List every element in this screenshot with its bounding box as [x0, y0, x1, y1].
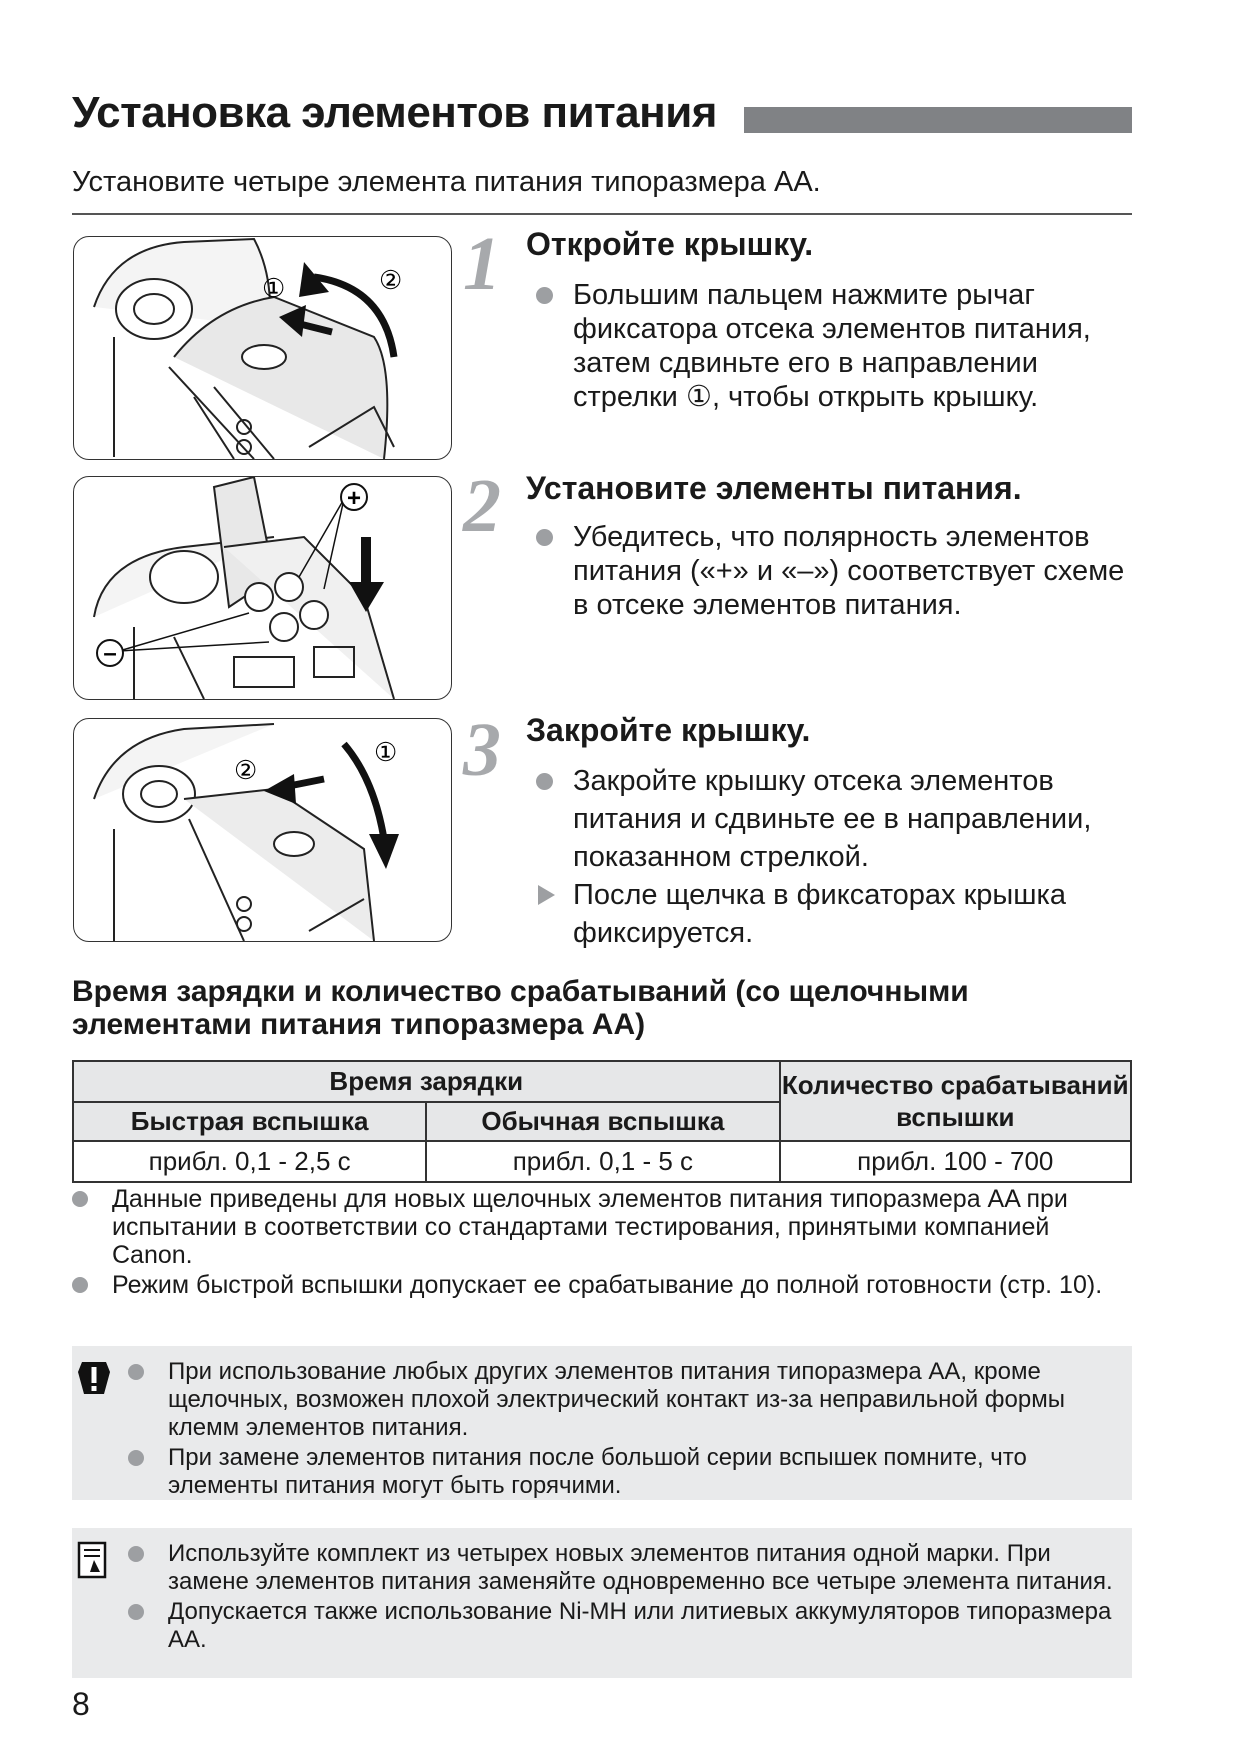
- bullet-icon: [128, 1604, 144, 1620]
- header-divider: [72, 213, 1132, 215]
- minus-callout: –: [103, 640, 117, 667]
- list-item: Убедитесь, что полярность элементов питания («+» и «–») соответствует схеме в отсеке элементов питания.: [536, 520, 1136, 622]
- bullet-icon: [72, 1277, 88, 1293]
- recycle-table: [72, 1060, 1132, 1183]
- quick-flash-header: Быстрая вспышка: [73, 1102, 426, 1141]
- flash-count-value: прибл. 100 - 700: [780, 1141, 1132, 1182]
- bullet-icon: [536, 287, 553, 304]
- step-body: [536, 520, 1136, 622]
- memo-box: [72, 1528, 1132, 1678]
- list-item: Данные приведены для новых щелочных элементов питания типоразмера AA при испытании в соответствии со стандартами тестирования, принятыми компанией Canon.: [72, 1185, 1132, 1269]
- caution-box: [72, 1346, 1132, 1500]
- list-item: Используйте комплект из четырех новых элементов питания одной марки. При замене элементов питания заменяйте одновременно все четыре элемента питания.: [128, 1540, 1118, 1596]
- list-item: Закройте крышку отсека элементов питания и сдвиньте ее в направлении, показанном стрелкой.: [536, 762, 1136, 876]
- bullet-icon: [72, 1191, 88, 1207]
- list-item: При замене элементов питания после большой серии вспышек помните, что элементы питания могут быть горячими.: [128, 1444, 1118, 1500]
- step-number: 1: [463, 222, 501, 306]
- callout-2: ②: [234, 755, 258, 785]
- step-number: 2: [463, 464, 501, 548]
- illustration-close-cover: [73, 718, 452, 942]
- callout-1: ①: [262, 273, 286, 303]
- step-body: [536, 278, 1136, 414]
- list-item: При использование любых других элементов питания типоразмера AA, кроме щелочных, возможен плохой электрический контакт из-за неправильной формы клемм элементов питания.: [128, 1358, 1118, 1442]
- result-arrow-icon: [538, 885, 555, 905]
- normal-flash-value: прибл. 0,1 - 5 с: [426, 1141, 779, 1182]
- step-title: Откройте крышку.: [526, 226, 814, 262]
- step-title: Установите элементы питания.: [526, 470, 1022, 506]
- illustration-insert-batteries: [73, 476, 452, 700]
- step-number: 3: [463, 708, 501, 792]
- memo-list: [128, 1540, 1118, 1656]
- plus-callout: +: [346, 485, 362, 512]
- caution-icon: [76, 1358, 112, 1403]
- illustration-open-cover: [73, 236, 452, 460]
- bullet-icon: [536, 773, 553, 790]
- list-item: Режим быстрой вспышки допускает ее срабатывание до полной готовности (стр. 10).: [72, 1271, 1132, 1299]
- memo-icon: [76, 1540, 110, 1585]
- callout-2: ②: [379, 265, 403, 295]
- page-subtitle: Установите четыре элемента питания типоразмера AA.: [72, 166, 821, 198]
- recycle-time-header: Время зарядки: [73, 1061, 780, 1102]
- page-number: 8: [72, 1686, 90, 1722]
- bullet-icon: [536, 529, 553, 546]
- notes-list: [72, 1185, 1132, 1301]
- section-heading: Время зарядки и количество срабатываний (со щелочными элементами питания типоразмера AA): [72, 975, 969, 1041]
- normal-flash-header: Обычная вспышка: [426, 1102, 779, 1141]
- flash-count-header: Количество срабатываний вспышки: [780, 1061, 1132, 1141]
- list-item: Допускается также использование Ni-MH или литиевых аккумуляторов типоразмера AA.: [128, 1598, 1118, 1654]
- callout-1: ①: [374, 737, 398, 767]
- page-title: Установка элементов питания: [72, 88, 717, 137]
- caution-list: [128, 1358, 1118, 1502]
- list-item: Большим пальцем нажмите рычаг фиксатора отсека элементов питания, затем сдвиньте его в направлении стрелки ①, чтобы открыть крышку.: [536, 278, 1136, 414]
- title-decor-bar: [744, 107, 1132, 133]
- bullet-icon: [128, 1364, 144, 1380]
- step-body: [536, 762, 1136, 952]
- step-title: Закройте крышку.: [526, 712, 811, 748]
- bullet-icon: [128, 1450, 144, 1466]
- quick-flash-value: прибл. 0,1 - 2,5 с: [73, 1141, 426, 1182]
- result-item: После щелчка в фиксаторах крышка фиксируется.: [536, 876, 1136, 952]
- bullet-icon: [128, 1546, 144, 1562]
